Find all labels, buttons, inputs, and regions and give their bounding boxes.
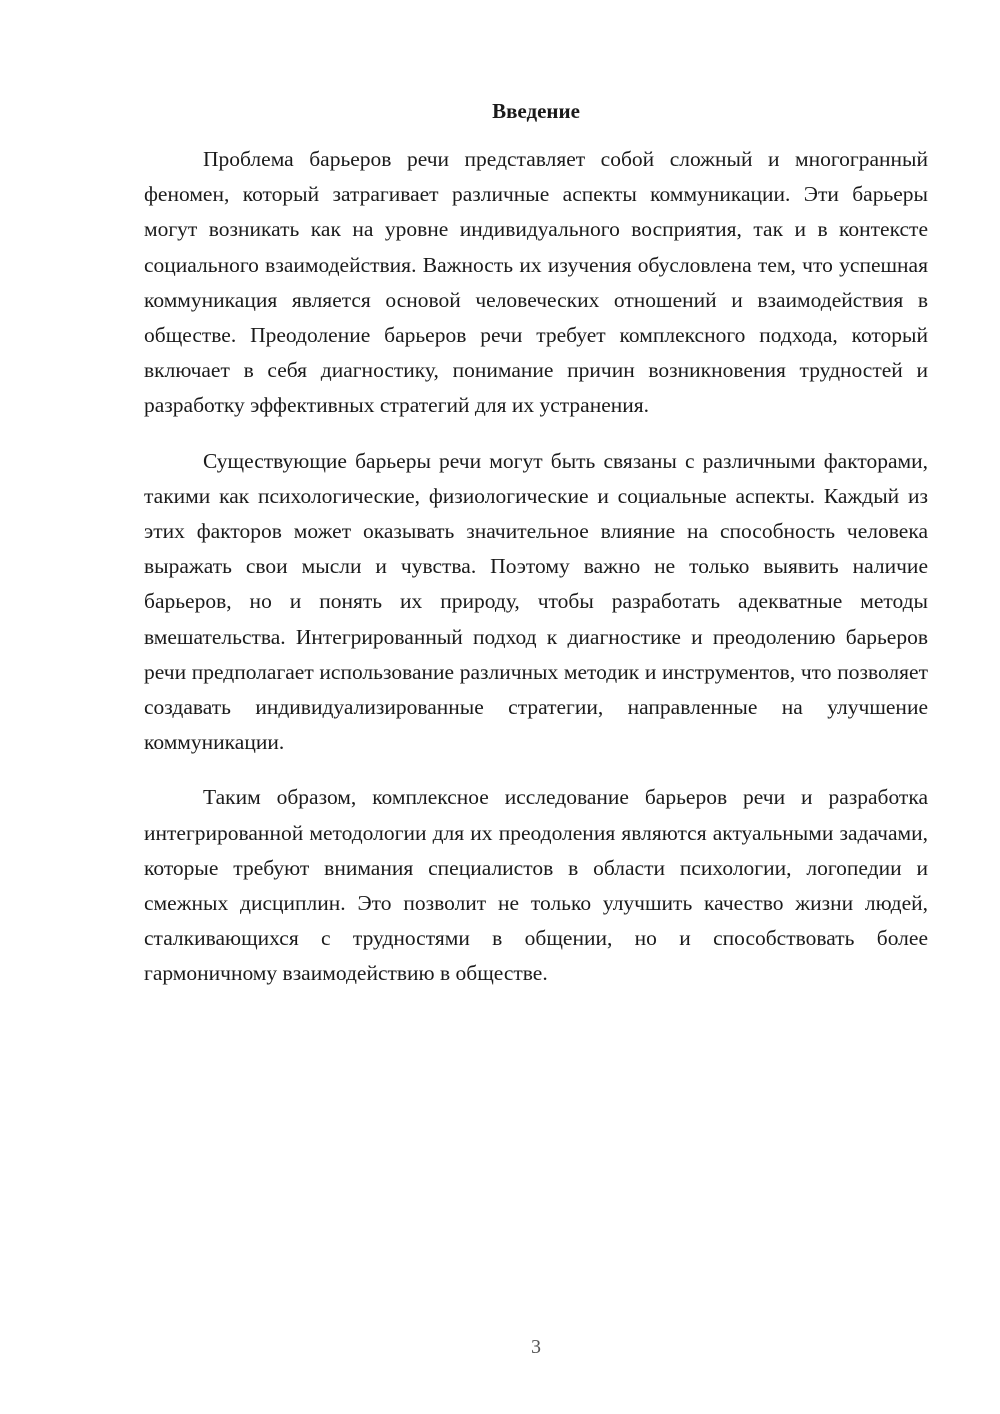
paragraph-2: Существующие барьеры речи могут быть связаны с различными факторами, такими как психологические, физиологические и социальные аспекты. Каждый из этих факторов может оказывать значительное влияние на способность человека выражать свои мысли и чувства. Поэтому важно не только выявить наличие барьеров, но и понять их природу, чтобы разработать адекватные методы вмешательства. Интегрированный подход к диагностике и преодолению барьеров речи предполагает использование различных методик и инструментов, что позволяет создавать индивидуализированные стратегии, направленные на улучшение коммуникации. (144, 448, 928, 755)
body-text (144, 142, 928, 1012)
paragraph-3: Таким образом, комплексное исследование барьеров речи и разработка интегрированной методологии для их преодоления являются актуальными задачами, которые требуют внимания специалистов в области психологии, логопедии и смежных дисциплин. Это позволит не только улучшить качество жизни людей, сталкивающихся с трудностями в общении, но и способствовать более гармоничному взаимодействию в обществе. (144, 785, 928, 986)
paragraph-1: Проблема барьеров речи представляет собой сложный и многогранный феномен, который затрагивает различные аспекты коммуникации. Эти барьеры могут возникать как на уровне индивидуального восприятия, так и в контексте социального взаимодействия. Важность их изучения обусловлена тем, что успешная коммуникация является основой человеческих отношений и взаимодействия в обществе. Преодоление барьеров речи требует комплексного подхода, который включает в себя диагностику, понимание причин возникновения трудностей и разработку эффективных стратегий для их устранения. (144, 147, 928, 418)
page-number: 3 (531, 1336, 541, 1358)
page-title: Введение (492, 99, 580, 123)
